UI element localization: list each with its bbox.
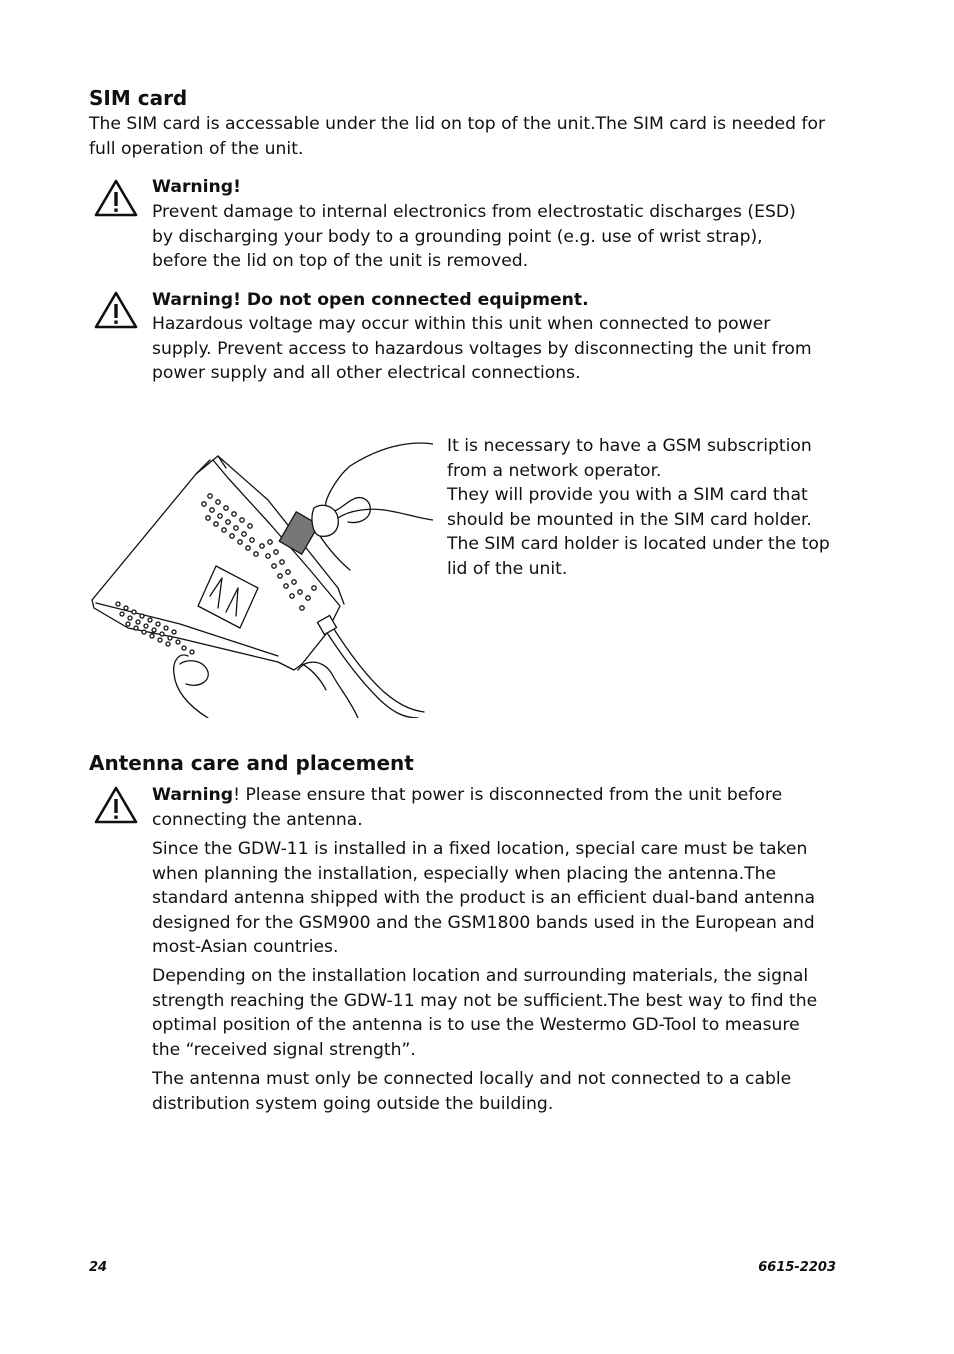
antenna-warning-body: ! Please ensure that power is disconnected from the unit before connecting the antenna. — [152, 785, 783, 830]
sim-card-heading: SIM card — [89, 86, 188, 110]
gsm-subscription-line: It is necessary to have a GSM subscription from a network operator. — [447, 436, 812, 481]
esd-warning-title: Warning! — [152, 177, 241, 197]
sim-provision-line: They will provide you with a SIM card that should be mounted in the SIM card holder. — [447, 485, 812, 530]
voltage-warning-title: Warning! Do not open connected equipment. — [152, 290, 589, 310]
gsm-subscription-text — [447, 434, 837, 581]
warning-triangle-icon — [93, 178, 139, 218]
page-number: 24 — [89, 1260, 108, 1275]
warning-triangle-icon — [93, 785, 139, 825]
sim-card-intro: The SIM card is accessable under the lid on top of the unit.The SIM card is needed for full operation of the unit. — [89, 114, 826, 159]
antenna-warning-title: Warning — [152, 785, 234, 805]
antenna-paragraph-2: Depending on the installation location and surrounding materials, the signal strength reaching the GDW-11 may not be sufficient.The best way to find the optimal position of the antenna is to use the Westermo GD-Tool to measure the “received signal strength”. — [152, 966, 818, 1060]
voltage-warning-body: Hazardous voltage may occur within this unit when connected to power supply. Prevent access to hazardous voltages by disconnecting the unit from power supply and all other electrical connections. — [152, 314, 812, 383]
antenna-heading: Antenna care and placement — [89, 751, 414, 775]
sim-card-insertion-illustration — [88, 438, 433, 718]
warning-triangle-icon — [93, 290, 139, 330]
document-number: 6615-2203 — [758, 1260, 836, 1275]
esd-warning-body: Prevent damage to internal electronics from electrostatic discharges (ESD) by discharging your body to a grounding point (e.g. use of wrist strap), before the lid on top of the unit is removed. — [152, 202, 796, 271]
antenna-paragraph-3: The antenna must only be connected locally and not connected to a cable distribution system going outside the building. — [152, 1069, 792, 1114]
antenna-paragraph-1: Since the GDW-11 is installed in a fixed location, special care must be taken when planning the installation, especially when placing the antenna.The standard antenna shipped with the product is an efficient dual-band antenna designed for the GSM900 and the GSM1800 bands used in the European and most-Asian countries. — [152, 839, 816, 957]
antenna-warning — [152, 783, 812, 832]
sim-holder-location-line: The SIM card holder is located under the top lid of the unit. — [447, 534, 830, 579]
